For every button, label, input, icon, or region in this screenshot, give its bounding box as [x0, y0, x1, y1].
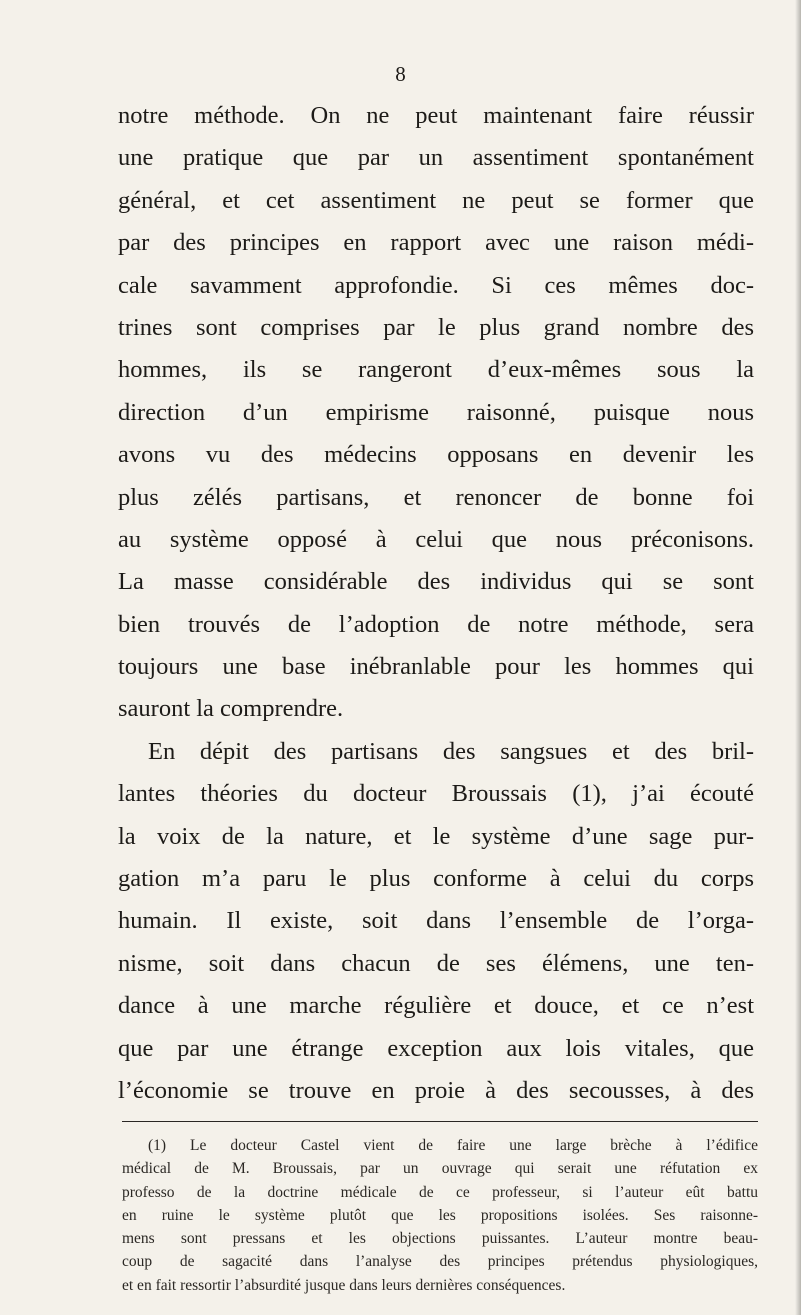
body-text [118, 95, 754, 1112]
body-line: toujours une base inébranlable pour les hommes qui [118, 653, 754, 681]
body-line: la voix de la nature, et le système d’une sage pur- [118, 822, 754, 850]
body-line: une pratique que par un assentiment spontanément [118, 144, 754, 172]
footnote-line: et en fait ressortir l’absurdité jusque dans leurs dernières conséquences. [122, 1276, 566, 1294]
footnote [122, 1134, 758, 1297]
body-line: trines sont comprises par le plus grand nombre des [118, 313, 754, 341]
body-line: bien trouvés de l’adoption de notre méthode, sera [118, 610, 754, 638]
body-line: par des principes en rapport avec une raison médi- [118, 229, 754, 257]
body-line: lantes théories du docteur Broussais (1), j’ai écouté [118, 780, 754, 808]
body-line: humain. Il existe, soit dans l’ensemble de l’orga- [118, 907, 754, 935]
body-line: La masse considérable des individus qui se sont [118, 568, 754, 596]
body-line: gation m’a paru le plus conforme à celui du corps [118, 865, 754, 893]
body-line: général, et cet assentiment ne peut se former que [118, 186, 754, 214]
body-line: notre méthode. On ne peut maintenant faire réussir [118, 102, 754, 129]
body-line: nisme, soit dans chacun de ses élémens, une ten- [118, 949, 754, 977]
page-number: 8 [395, 62, 406, 86]
footnote-line: (1) Le docteur Castel vient de faire une large brèche à l’édifice [148, 1137, 758, 1154]
body-line: hommes, ils se rangeront d’eux-mêmes sous la [118, 356, 754, 384]
footnote-line: médical de M. Broussais, par un ouvrage qui serait une réfutation ex [122, 1160, 758, 1178]
body-line: sauront la comprendre. [118, 695, 344, 723]
body-line: que par une étrange exception aux lois vitales, que [118, 1034, 754, 1062]
body-line: dance à une marche régulière et douce, et ce n’est [118, 992, 754, 1020]
footnote-line: professo de la doctrine médicale de ce professeur, si l’auteur eût battu [122, 1183, 758, 1201]
footnote-line: mens sont pressans et les objections puissantes. L’auteur montre beau- [122, 1230, 758, 1248]
footnote-separator [122, 1121, 758, 1122]
body-line: l’économie se trouve en proie à des secousses, à des [118, 1076, 754, 1104]
body-line: avons vu des médecins opposans en devenir les [118, 441, 754, 469]
page-edge-shadow [795, 0, 801, 1315]
body-line: plus zélés partisans, et renoncer de bonne foi [118, 483, 754, 511]
body-line: au système opposé à celui que nous préconisons. [118, 525, 754, 553]
paragraph-start-line: En dépit des partisans des sangsues et des bril- [148, 737, 754, 765]
footnote-line: coup de sagacité dans l’analyse des principes prétendus physiologiques, [122, 1253, 758, 1271]
body-line: direction d’un empirisme raisonné, puisque nous [118, 398, 754, 426]
footnote-line: en ruine le système plutôt que les propositions isolées. Ses raisonne- [122, 1206, 758, 1224]
body-line: cale savamment approfondie. Si ces mêmes doc- [118, 271, 754, 299]
